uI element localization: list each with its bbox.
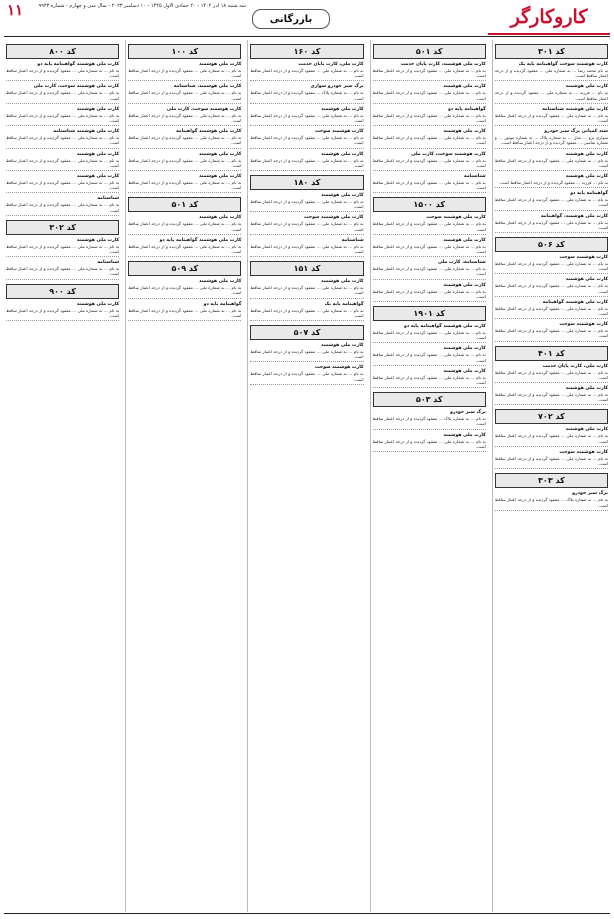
lost-document-notice	[373, 433, 486, 452]
notice-title: کارت ملی هوشمند	[198, 215, 242, 221]
notice-title: کارت ملی هوشمند	[198, 279, 242, 285]
notice-title: گواهینامه پایه یک	[324, 301, 364, 307]
masthead	[0, 0, 614, 40]
notice-title: شناسنامه	[463, 174, 486, 180]
lost-document-notice	[128, 62, 241, 81]
notice-body: به نام … به شماره ملی … مفقود گردیده و از درجه اعتبار ساقط است.	[128, 90, 242, 101]
notice-body: به نام … به شماره ملی … مفقود گردیده و از درجه اعتبار ساقط است.	[372, 288, 486, 299]
notice-body: به نام … به شماره ملی … مفقود گردیده و از درجه اعتبار ساقط است.	[250, 157, 364, 168]
lost-document-notice	[6, 152, 119, 171]
notice-body: به نام … به شماره ملی … مفقود گردیده و از درجه اعتبار ساقط است.	[250, 199, 364, 210]
code-label: کد ۱۶۰	[293, 47, 321, 56]
notice-body: به نام … به شماره ملی … مفقود گردیده و از درجه اعتبار ساقط است.	[5, 180, 120, 191]
lost-document-notice	[128, 238, 241, 257]
notice-body: به نام … به شماره ملی … مفقود گردیده و از درجه اعتبار ساقط است.	[250, 307, 364, 318]
lost-document-notice	[373, 346, 486, 365]
notice-body: به نام … به شماره ملی … مفقود گردیده و از درجه اعتبار ساقط است.	[128, 307, 242, 318]
notice-body: به نام … به شماره ملی … مفقود گردیده و از درجه اعتبار ساقط است.	[494, 197, 608, 208]
notice-body: به نام … به شماره ملی … مفقود گردیده و از درجه اعتبار ساقط است.	[250, 68, 364, 79]
code-header	[250, 325, 363, 340]
lost-document-notice	[128, 84, 241, 103]
lost-document-notice	[373, 238, 486, 257]
code-header	[373, 392, 486, 407]
notice-body: به نام … به شماره ملی … مفقود گردیده و از درجه اعتبار ساقط است.	[128, 243, 242, 255]
column-5	[4, 40, 121, 912]
code-label: کد ۳۰۲	[49, 222, 76, 232]
header-divider	[4, 36, 610, 37]
notice-title: کارت ملی هوشمند	[76, 151, 120, 157]
notice-body: به نام … به شماره ملی … مفقود گردیده و از درجه اعتبار ساقط است.	[5, 68, 120, 79]
notice-body: به نام … به شماره ملی … مفقود گردیده و از درجه اعتبار ساقط است.	[5, 135, 120, 146]
page-number: ۱۱	[6, 1, 24, 19]
column-1	[492, 40, 610, 912]
notice-title: کارت ملی هوشمند	[565, 84, 608, 90]
notice-body: به نام … به شماره ملی … مفقود گردیده و از درجه اعتبار ساقط است.	[372, 68, 486, 79]
notice-title: کارت ملی هوشمند	[321, 193, 364, 199]
notice-body: به نام … به شماره ملی … مفقود گردیده و از درجه اعتبار ساقط است.	[372, 112, 486, 124]
notice-title: کارت هوشمند سوخت گواهینامه پایه یک	[518, 62, 608, 67]
notice-body: به نام … به شماره ملی … مفقود گردیده و از درجه اعتبار ساقط است.	[5, 266, 120, 277]
lost-document-notice	[495, 191, 608, 210]
notice-title: کارت ملی هوشمند	[443, 432, 486, 438]
notice-title: کارت ملی هوشمند گواهینامه	[542, 299, 608, 305]
code-label: کد ۸۰۰	[49, 47, 76, 56]
notice-body: به نام … به شماره ملی … مفقود گردیده و از درجه اعتبار ساقط است.	[128, 157, 242, 168]
notice-body: به نام … به شماره ملی … مفقود گردیده و از درجه اعتبار ساقط است.	[494, 219, 608, 230]
notice-title: کارت ملی هوشمند	[565, 386, 608, 392]
notice-body: به نام … به شماره ملی … مفقود گردیده و از درجه اعتبار ساقط است.	[5, 243, 120, 255]
code-label: کد ۵۰۹	[171, 264, 199, 274]
notice-title: کارت ملی هوشمند گواهینامه پایه دو	[159, 237, 242, 243]
notice-title: کارت ملی هوشمند	[443, 368, 486, 374]
notice-title: شناسنامه	[97, 260, 120, 266]
code-label: کد ۱۸۰	[293, 178, 321, 188]
code-header	[373, 44, 486, 59]
lost-document-notice	[250, 129, 363, 148]
lost-document-notice	[128, 215, 241, 234]
notice-title: کارت ملی هوشمند	[565, 277, 608, 283]
notice-body: به نام … به شماره ملی … مفقود گردیده و از درجه اعتبار ساقط است.	[372, 180, 486, 191]
notice-body: به نام … به شماره ملی … مفقود گردیده و از درجه اعتبار ساقط است.	[5, 90, 120, 101]
notice-title: کارت ملی هوشمند شناسنامه	[542, 106, 608, 112]
lost-document-notice	[6, 62, 119, 81]
notice-body: به نام … به شماره ملی … مفقود گردیده و از درجه اعتبار ساقط است.	[494, 261, 608, 272]
notice-body: به نام … به شماره ملی … مفقود گردیده و از درجه اعتبار ساقط است.	[494, 157, 608, 168]
notice-title: کارت ملی هوشمند	[321, 343, 364, 349]
notice-body: به نام … به شماره ملی … مفقود گردیده و از درجه اعتبار ساقط است.	[494, 455, 608, 467]
notice-body: به نام … به شماره ملی … مفقود گردیده و از درجه اعتبار ساقط است.	[372, 157, 486, 168]
lost-document-notice	[250, 62, 363, 81]
dateline: سه شنبه ۱۸ آذر ۱۴۰۲ - ۲۰ جمادی الاول ۱۴۴۵ - ۱۰ دسامبر ۲۰۲۳ - سال سی و چهارم - شماره ۹۹۴۳	[38, 3, 246, 9]
code-header	[495, 473, 608, 488]
code-label: کد ۹۰۰	[49, 286, 76, 296]
lost-document-notice	[495, 300, 608, 319]
notice-body: به نام … به شماره پلاک … مفقود گردیده و از درجه اعتبار ساقط است.	[250, 90, 364, 101]
lost-document-notice	[250, 302, 363, 321]
notice-body: به نام … به شماره ملی … مفقود گردیده و از درجه اعتبار ساقط است.	[128, 112, 242, 124]
notice-title: کارت ملی هوشمند	[443, 237, 486, 243]
notice-body: به نام … به شماره ملی … مفقود گردیده و از درجه اعتبار ساقط است.	[372, 266, 486, 277]
notice-title: شناسنامه	[341, 237, 364, 243]
lost-document-notice	[495, 427, 608, 446]
lost-document-notice	[6, 238, 119, 257]
code-label: کد ۵۰۱	[415, 47, 443, 56]
lost-document-notice	[373, 174, 486, 193]
notice-title: شناسنامه	[97, 196, 120, 202]
column-2	[370, 40, 488, 912]
notice-title: کارت ملی هوشمند، شناسنامه	[173, 84, 242, 90]
notice-body: به نام … به شماره ملی … مفقود گردیده و از درجه اعتبار ساقط است.	[494, 283, 608, 294]
notice-title: کارت ملی هوشمند	[565, 174, 608, 180]
notice-title: کارت ملی هوشمند	[321, 151, 364, 157]
code-header	[495, 409, 608, 424]
code-header	[6, 220, 119, 235]
notice-body: به نام … فرزند … به شماره ملی … مفقود گردیده و از درجه اعتبار ساقط است.	[494, 90, 608, 101]
code-header	[250, 261, 363, 276]
notice-body: به نام … به شماره ملی … مفقود گردیده و از درجه اعتبار ساقط است.	[372, 330, 486, 341]
notice-title: برگ سبز خودرو	[450, 410, 486, 416]
notice-body: به نام … به شماره ملی … مفقود گردیده و از درجه اعتبار ساقط است.	[250, 349, 364, 360]
notice-body: سواری پژو … مدل … به شماره پلاک … به شماره موتور … و شماره شاسی … مفقود گردیده و از درجه اعتبار ساقط است.	[494, 135, 608, 146]
lost-document-notice	[495, 129, 608, 148]
code-label: کد ۷۰۲	[538, 412, 565, 422]
notice-body: به نام … به شماره ملی … مفقود گردیده و از درجه اعتبار ساقط است.	[5, 307, 120, 318]
notice-title: کارت ملی هوشمند	[443, 282, 486, 288]
notice-title: گواهینامه پایه دو	[203, 301, 242, 307]
notice-body: به نام … به شماره ملی … مفقود گردیده و از درجه اعتبار ساقط است.	[494, 369, 608, 380]
lost-document-notice	[128, 129, 241, 148]
notice-title: کارت ملی هوشمند	[565, 151, 608, 157]
notice-title: کارت ملی هوشمند گواهینامه پایه دو	[403, 324, 486, 330]
notice-title: کارت ملی، کارت پایان خدمت	[298, 62, 364, 67]
notice-title: کارت ملی هوشمند	[76, 106, 120, 112]
lost-document-notice	[250, 343, 363, 362]
notice-body: به نام … به شماره پلاک … مفقود گردیده و از درجه اعتبار ساقط است.	[494, 497, 608, 508]
lost-document-notice	[373, 410, 486, 429]
lost-document-notice	[250, 193, 363, 212]
notice-title: کارت ملی هوشمند	[321, 106, 364, 112]
notice-body: به نام … به شماره ملی … مفقود گردیده و از درجه اعتبار ساقط است.	[372, 352, 486, 363]
lost-document-notice	[6, 196, 119, 215]
classified-columns	[4, 40, 610, 912]
lost-document-notice	[250, 84, 363, 103]
code-header	[6, 284, 119, 299]
lost-document-notice	[6, 107, 119, 126]
notice-title: کارت ملی هوشمند	[198, 62, 242, 67]
notice-body: به نام … به شماره ملی … مفقود گردیده و از درجه اعتبار ساقط است.	[128, 221, 242, 232]
lost-document-notice	[250, 107, 363, 126]
notice-title: کارت هوشمند سوخت	[559, 322, 608, 328]
section-badge	[252, 9, 330, 29]
notice-title: کارت ملی هوشمند	[198, 174, 242, 180]
footer-divider	[4, 913, 610, 914]
notice-title: کارت هوشمند سوخت	[559, 449, 608, 455]
notice-title: کارت ملی هوشمند سوخت	[426, 215, 486, 221]
lost-document-notice	[373, 152, 486, 171]
notice-body: به نام … به شماره ملی … مفقود گردیده و از درجه اعتبار ساقط است.	[250, 221, 364, 232]
lost-document-notice	[6, 260, 119, 279]
lost-document-notice	[495, 386, 608, 405]
column-4	[125, 40, 243, 912]
lost-document-notice	[373, 129, 486, 148]
lost-document-notice	[373, 215, 486, 234]
notice-title: کارت ملی هوشمند سوخت، کارت ملی	[33, 84, 120, 90]
notice-title: کارت ملی هوشمند	[565, 427, 608, 433]
notice-body: به نام … به شماره ملی … مفقود گردیده و از درجه اعتبار ساقط است.	[128, 285, 242, 296]
notice-title: کارت هوشمند سوخت	[314, 129, 364, 135]
notice-title: کارت هوشمند سوخت	[559, 255, 608, 261]
lost-document-notice	[373, 283, 486, 302]
code-label: کد ۵۰۷	[293, 328, 321, 338]
lost-document-notice	[128, 174, 241, 193]
newspaper-logo	[488, 1, 610, 35]
lost-document-notice	[495, 62, 608, 81]
lost-document-notice	[495, 491, 608, 510]
code-header	[495, 346, 608, 361]
code-header	[128, 44, 241, 59]
notice-title: کارت ملی هوشمند، کارت پایان خدمت	[400, 62, 486, 67]
notice-title: کارت ملی هوشمند گواهینامه	[175, 129, 242, 135]
lost-document-notice	[6, 129, 119, 148]
lost-document-notice	[373, 84, 486, 103]
notice-title: گواهینامه پایه دو	[570, 191, 608, 197]
notice-body: به نام … به شماره ملی … مفقود گردیده و از درجه اعتبار ساقط است.	[250, 135, 364, 146]
notice-title: گواهینامه پایه دو	[448, 106, 486, 112]
notice-body: به نام … به شماره ملی … مفقود گردیده و از درجه اعتبار ساقط است.	[5, 157, 120, 168]
notice-title: کارت ملی هوشمند	[443, 346, 486, 352]
notice-body: به نام … به شماره ملی … مفقود گردیده و از درجه اعتبار ساقط است.	[372, 90, 486, 101]
lost-document-notice	[495, 214, 608, 233]
notice-body: به نام … به شماره ملی … مفقود گردیده و از درجه اعتبار ساقط است.	[128, 135, 242, 146]
lost-document-notice	[373, 62, 486, 81]
lost-document-notice	[250, 279, 363, 298]
lost-document-notice	[495, 84, 608, 103]
notice-title: کارت ملی هوشمند شناسنامه	[53, 129, 120, 135]
notice-body: به نام … فرزند … مفقود گردیده و از درجه اعتبار ساقط است.	[498, 180, 608, 186]
notice-body: به نام … به شماره ملی … مفقود گردیده و از درجه اعتبار ساقط است.	[128, 68, 242, 79]
notice-title: برگ سبز خودرو سواری	[310, 84, 364, 90]
code-header	[128, 197, 241, 212]
notice-body: به نام … به شماره پلاک … مفقود گردیده و از درجه اعتبار ساقط است.	[372, 416, 486, 427]
notice-title: کارت هوشمند سوخت	[314, 365, 364, 371]
lost-document-notice	[128, 302, 241, 321]
lost-document-notice	[373, 369, 486, 388]
lost-document-notice	[128, 279, 241, 298]
code-label: کد ۱۵۰۰	[413, 200, 445, 210]
code-header	[6, 44, 119, 59]
lost-document-notice	[495, 107, 608, 126]
code-label: کد ۵۰۱	[171, 200, 199, 210]
lost-document-notice	[373, 260, 486, 279]
code-header	[250, 175, 363, 190]
lost-document-notice	[128, 152, 241, 171]
lost-document-notice	[495, 364, 608, 383]
lost-document-notice	[250, 365, 363, 384]
lost-document-notice	[6, 84, 119, 103]
notice-body: به نام … به شماره ملی … مفقود گردیده و از درجه اعتبار ساقط است.	[494, 328, 608, 339]
logo-text: کاروکارگر	[510, 6, 588, 28]
notice-title: کارت هوشمند سوخت، کارت ملی	[411, 151, 486, 157]
notice-title: کارت ملی هوشمند	[321, 279, 364, 285]
notice-body: به نام … به شماره ملی … مفقود گردیده و از درجه اعتبار ساقط است.	[128, 180, 242, 191]
lost-document-notice	[495, 277, 608, 296]
code-label: کد ۵۰۳	[415, 395, 443, 405]
notice-title: کارت ملی هوشمند	[76, 301, 120, 307]
code-label: کد ۱۹۰۱	[413, 309, 445, 319]
notice-title: کارت ملی، کارت پایان خدمت	[542, 363, 608, 369]
lost-document-notice	[250, 215, 363, 234]
notice-title: کارت هوشمند سوخت، کارت ملی	[166, 106, 242, 112]
notice-body: به نام … به شماره ملی … مفقود گردیده و از درجه اعتبار ساقط است.	[250, 112, 364, 124]
notice-body: به نام … به شماره ملی … مفقود گردیده و از درجه اعتبار ساقط است.	[494, 433, 608, 444]
notice-title: کارت ملی هوشمند	[443, 129, 486, 135]
notice-title: سند کمپانی برگ سبز خودرو	[544, 129, 608, 135]
notice-body: به نام … به شماره ملی … مفقود گردیده و از درجه اعتبار ساقط است.	[494, 392, 608, 403]
notice-body: به نام … به شماره ملی … مفقود گردیده و از درجه اعتبار ساقط است.	[250, 371, 364, 382]
lost-document-notice	[495, 174, 608, 188]
notice-body: به نام … به شماره ملی … مفقود گردیده و از درجه اعتبار ساقط است.	[372, 438, 486, 449]
notice-title: کارت ملی هوشمند	[76, 237, 120, 243]
code-label: کد ۱۰۰	[171, 47, 199, 56]
notice-body: به نام … به شماره ملی … مفقود گردیده و از درجه اعتبار ساقط است.	[494, 112, 608, 124]
notice-body: به نام … به شماره ملی … مفقود گردیده و از درجه اعتبار ساقط است.	[372, 243, 486, 255]
column-3	[247, 40, 365, 912]
code-label: کد ۴۰۱	[538, 348, 565, 358]
notice-title: کارت ملی هوشمند	[198, 151, 242, 157]
lost-document-notice	[373, 107, 486, 126]
lost-document-notice	[495, 152, 608, 171]
lost-document-notice	[250, 238, 363, 257]
notice-body: به نام … به شماره ملی … مفقود گردیده و از درجه اعتبار ساقط است.	[5, 112, 120, 124]
section-title: بازرگانی	[269, 13, 313, 25]
notice-title: کارت ملی هوشمند	[443, 84, 486, 90]
notice-title: کارت ملی هوشمند، گواهینامه	[540, 213, 608, 219]
lost-document-notice	[250, 152, 363, 171]
code-header	[373, 306, 486, 321]
notice-body: به نام … به شماره ملی … مفقود گردیده و از درجه اعتبار ساقط است.	[494, 305, 608, 317]
notice-body: به نام … به شماره ملی … مفقود گردیده و از درجه اعتبار ساقط است.	[372, 221, 486, 232]
notice-title: شناسنامه، کارت ملی	[437, 260, 486, 266]
code-label: کد ۱۵۱	[293, 264, 321, 274]
notice-body: به نام … به شماره ملی … مفقود گردیده و از درجه اعتبار ساقط است.	[250, 285, 364, 296]
code-header	[495, 44, 608, 59]
code-header	[495, 237, 608, 252]
code-label: کد ۳۰۱	[538, 47, 565, 56]
code-label: کد ۳۰۳	[538, 476, 565, 486]
code-label: کد ۵۰۶	[538, 240, 565, 250]
notice-title: کارت ملی هوشمند	[76, 174, 120, 180]
lost-document-notice	[6, 302, 119, 321]
lost-document-notice	[495, 450, 608, 469]
lost-document-notice	[373, 324, 486, 343]
notice-body: به نام … به شماره ملی … مفقود گردیده و از درجه اعتبار ساقط است.	[5, 202, 120, 213]
lost-document-notice	[495, 255, 608, 274]
notice-title: برگ سبز خودرو	[572, 491, 608, 497]
code-header	[373, 197, 486, 212]
notice-title: کارت ملی هوشمند سوخت	[304, 215, 364, 221]
code-header	[128, 261, 241, 276]
notice-title: کارت ملی هوشمند گواهینامه پایه دو	[37, 62, 120, 67]
notice-body: به نام … به شماره ملی … مفقود گردیده و از درجه اعتبار ساقط است.	[372, 135, 486, 146]
lost-document-notice	[6, 174, 119, 193]
lost-document-notice	[128, 107, 241, 126]
code-header	[250, 44, 363, 59]
notice-body: به نام … به شماره ملی … مفقود گردیده و از درجه اعتبار ساقط است.	[250, 243, 364, 255]
notice-body: به نام … به شماره ملی … مفقود گردیده و از درجه اعتبار ساقط است.	[372, 374, 486, 386]
notice-body: به نام محمد رضا … به شماره ملی … مفقود گردیده و از درجه اعتبار ساقط است.	[494, 68, 608, 79]
lost-document-notice	[495, 322, 608, 341]
